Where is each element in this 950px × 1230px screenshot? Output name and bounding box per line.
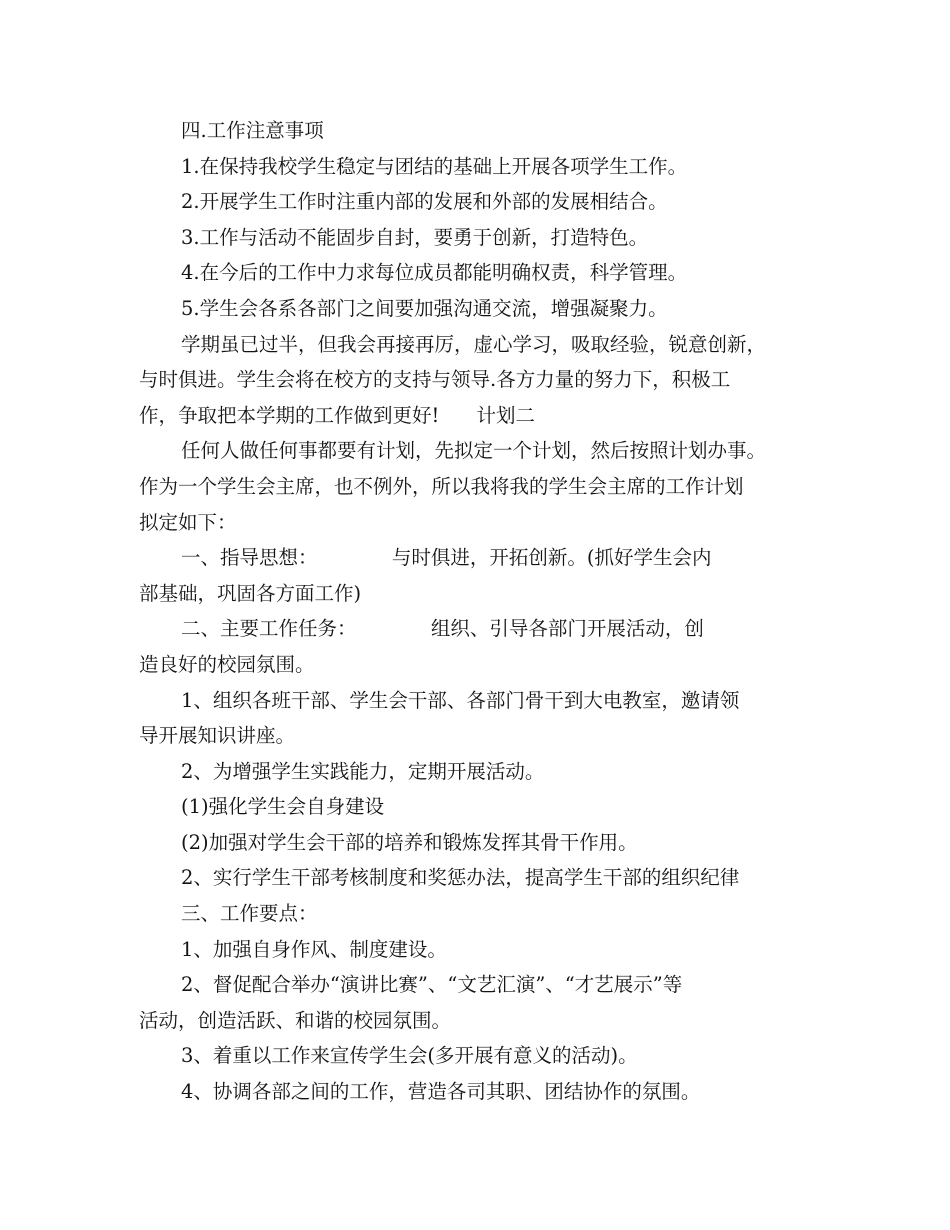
paragraph-line: 任何人做任何事都要有计划，先拟定一个计划，然后按照计划办事。 xyxy=(181,439,767,463)
paragraph-line: 造良好的校园氛围。 xyxy=(139,652,315,676)
list-item: 2、督促配合举办“演讲比赛”、“文艺汇演”、“才艺展示”等 xyxy=(181,973,683,997)
document-body xyxy=(139,113,829,1110)
list-item: 1、加强自身作风、制度建设。 xyxy=(181,937,447,961)
section-heading: 一、指导思想： 与时俱进，开拓创新。(抓好学生会内 xyxy=(181,546,712,570)
paragraph-line: 与时俱进。学生会将在校方的支持与领导.各方力量的努力下，积极工 xyxy=(139,368,731,392)
paragraph-line: 导开展知识讲座。 xyxy=(139,724,296,748)
list-item: 3.工作与活动不能固步自封，要勇于创新，打造特色。 xyxy=(181,225,649,249)
list-item: 4、协调各部之间的工作，营造各司其职、团结协作的氛围。 xyxy=(181,1080,701,1104)
list-item: (2)加强对学生会干部的培养和锻炼发挥其骨干作用。 xyxy=(181,830,638,854)
section-heading: 三、工作要点： xyxy=(181,902,318,926)
paragraph-line: 作，争取把本学期的工作做到更好! 计划二 xyxy=(139,403,536,427)
section-heading: 四.工作注意事项 xyxy=(181,119,324,142)
list-item: 1.在保持我校学生稳定与团结的基础上开展各项学生工作。 xyxy=(181,154,688,178)
list-item: 2、为增强学生实践能力，定期开展活动。 xyxy=(181,759,545,783)
paragraph-line: 作为一个学生会主席，也不例外，所以我将我的学生会主席的工作计划 xyxy=(139,474,744,498)
list-item: 3、着重以工作来宣传学生会(多开展有意义的活动)。 xyxy=(181,1044,638,1068)
section-heading: 二、主要工作任务： 组织、引导各部门开展活动，创 xyxy=(181,617,704,641)
list-item: 4.在今后的工作中力求每位成员都能明确权责，科学管理。 xyxy=(181,261,688,285)
list-item: 2、实行学生干部考核制度和奖惩办法，提高学生干部的组织纪律 xyxy=(181,866,740,890)
paragraph-line: 活动，创造活跃、和谐的校园氛围。 xyxy=(139,1008,452,1032)
paragraph-line: 拟定如下： xyxy=(139,510,237,534)
list-item: 5.学生会各系各部门之间要加强沟通交流，增强凝聚力。 xyxy=(181,296,668,320)
paragraph-line: 部基础，巩固各方面工作) xyxy=(139,581,362,605)
paragraph-line: 学期虽已过半，但我会再接再厉，虚心学习，吸取经验，锐意创新， xyxy=(181,332,767,356)
list-item: 1、组织各班干部、学生会干部、各部门骨干到大电教室，邀请领 xyxy=(181,688,740,712)
list-item: (1)强化学生会自身建设 xyxy=(181,795,385,819)
list-item: 2.开展学生工作时注重内部的发展和外部的发展相结合。 xyxy=(181,190,668,214)
